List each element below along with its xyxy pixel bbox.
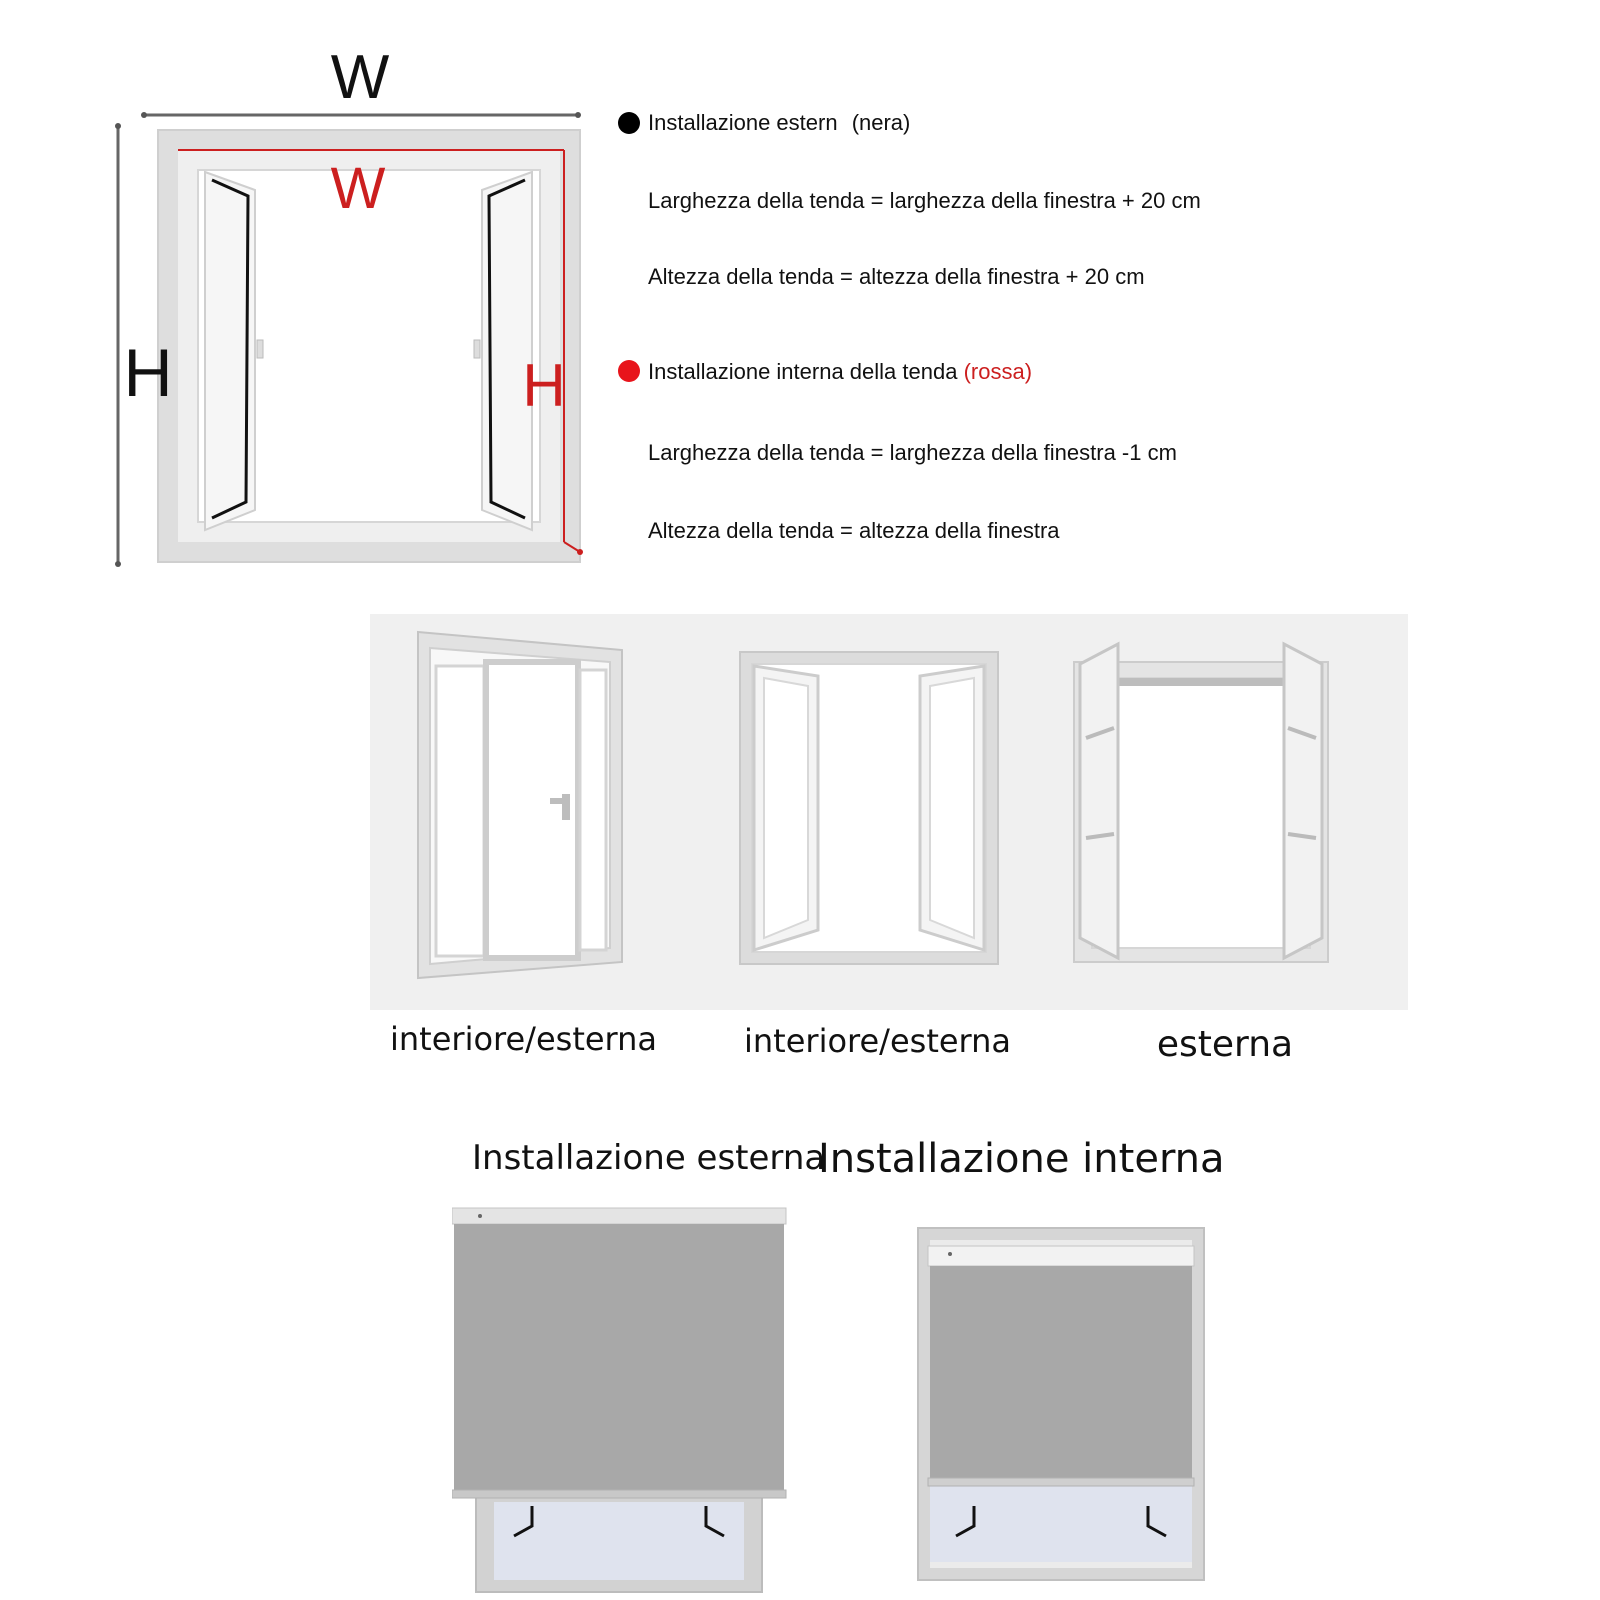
external-bullet-icon xyxy=(618,112,640,134)
internal-height-rule: Altezza della tenda = altezza della finestra xyxy=(648,518,1060,543)
sliding-door-window-icon xyxy=(410,626,630,986)
internal-install-title: Installazione interna xyxy=(818,1136,1225,1182)
external-install-title: Installazione esterna xyxy=(472,1138,826,1178)
external-heading xyxy=(648,110,910,136)
window-measurement-diagram xyxy=(100,40,620,580)
outer-height-label: H xyxy=(123,335,173,411)
window-type-caption: interiore/esterna xyxy=(390,1020,658,1058)
window-type-caption: interiore/esterna xyxy=(744,1022,1012,1060)
outer-width-label: W xyxy=(330,43,390,112)
internal-note: (rossa) xyxy=(963,359,1033,384)
casement-window-icon xyxy=(738,648,1000,968)
external-title: Installazione estern xyxy=(648,110,838,135)
grid-casement-window-icon xyxy=(1066,638,1336,978)
inner-width-label: W xyxy=(330,156,386,221)
internal-heading xyxy=(648,359,1032,385)
external-width-rule: Larghezza della tenda = larghezza della finestra + 20 cm xyxy=(648,188,1201,213)
window-measurement-illustration xyxy=(100,40,620,580)
window-types-panel xyxy=(370,614,1408,1010)
internal-title: Installazione interna della tenda xyxy=(648,359,958,384)
external-height-rule: Altezza della tenda = altezza della finestra + 20 cm xyxy=(648,264,1145,289)
external-blind-illustration xyxy=(452,1206,792,1600)
external-note: (nera) xyxy=(851,110,911,135)
window-type-caption: esterna xyxy=(1156,1024,1294,1065)
inner-height-label: H xyxy=(522,352,566,419)
internal-bullet-icon xyxy=(618,360,640,382)
internal-blind-illustration xyxy=(916,1226,1206,1586)
internal-width-rule: Larghezza della tenda = larghezza della finestra -1 cm xyxy=(648,440,1177,465)
